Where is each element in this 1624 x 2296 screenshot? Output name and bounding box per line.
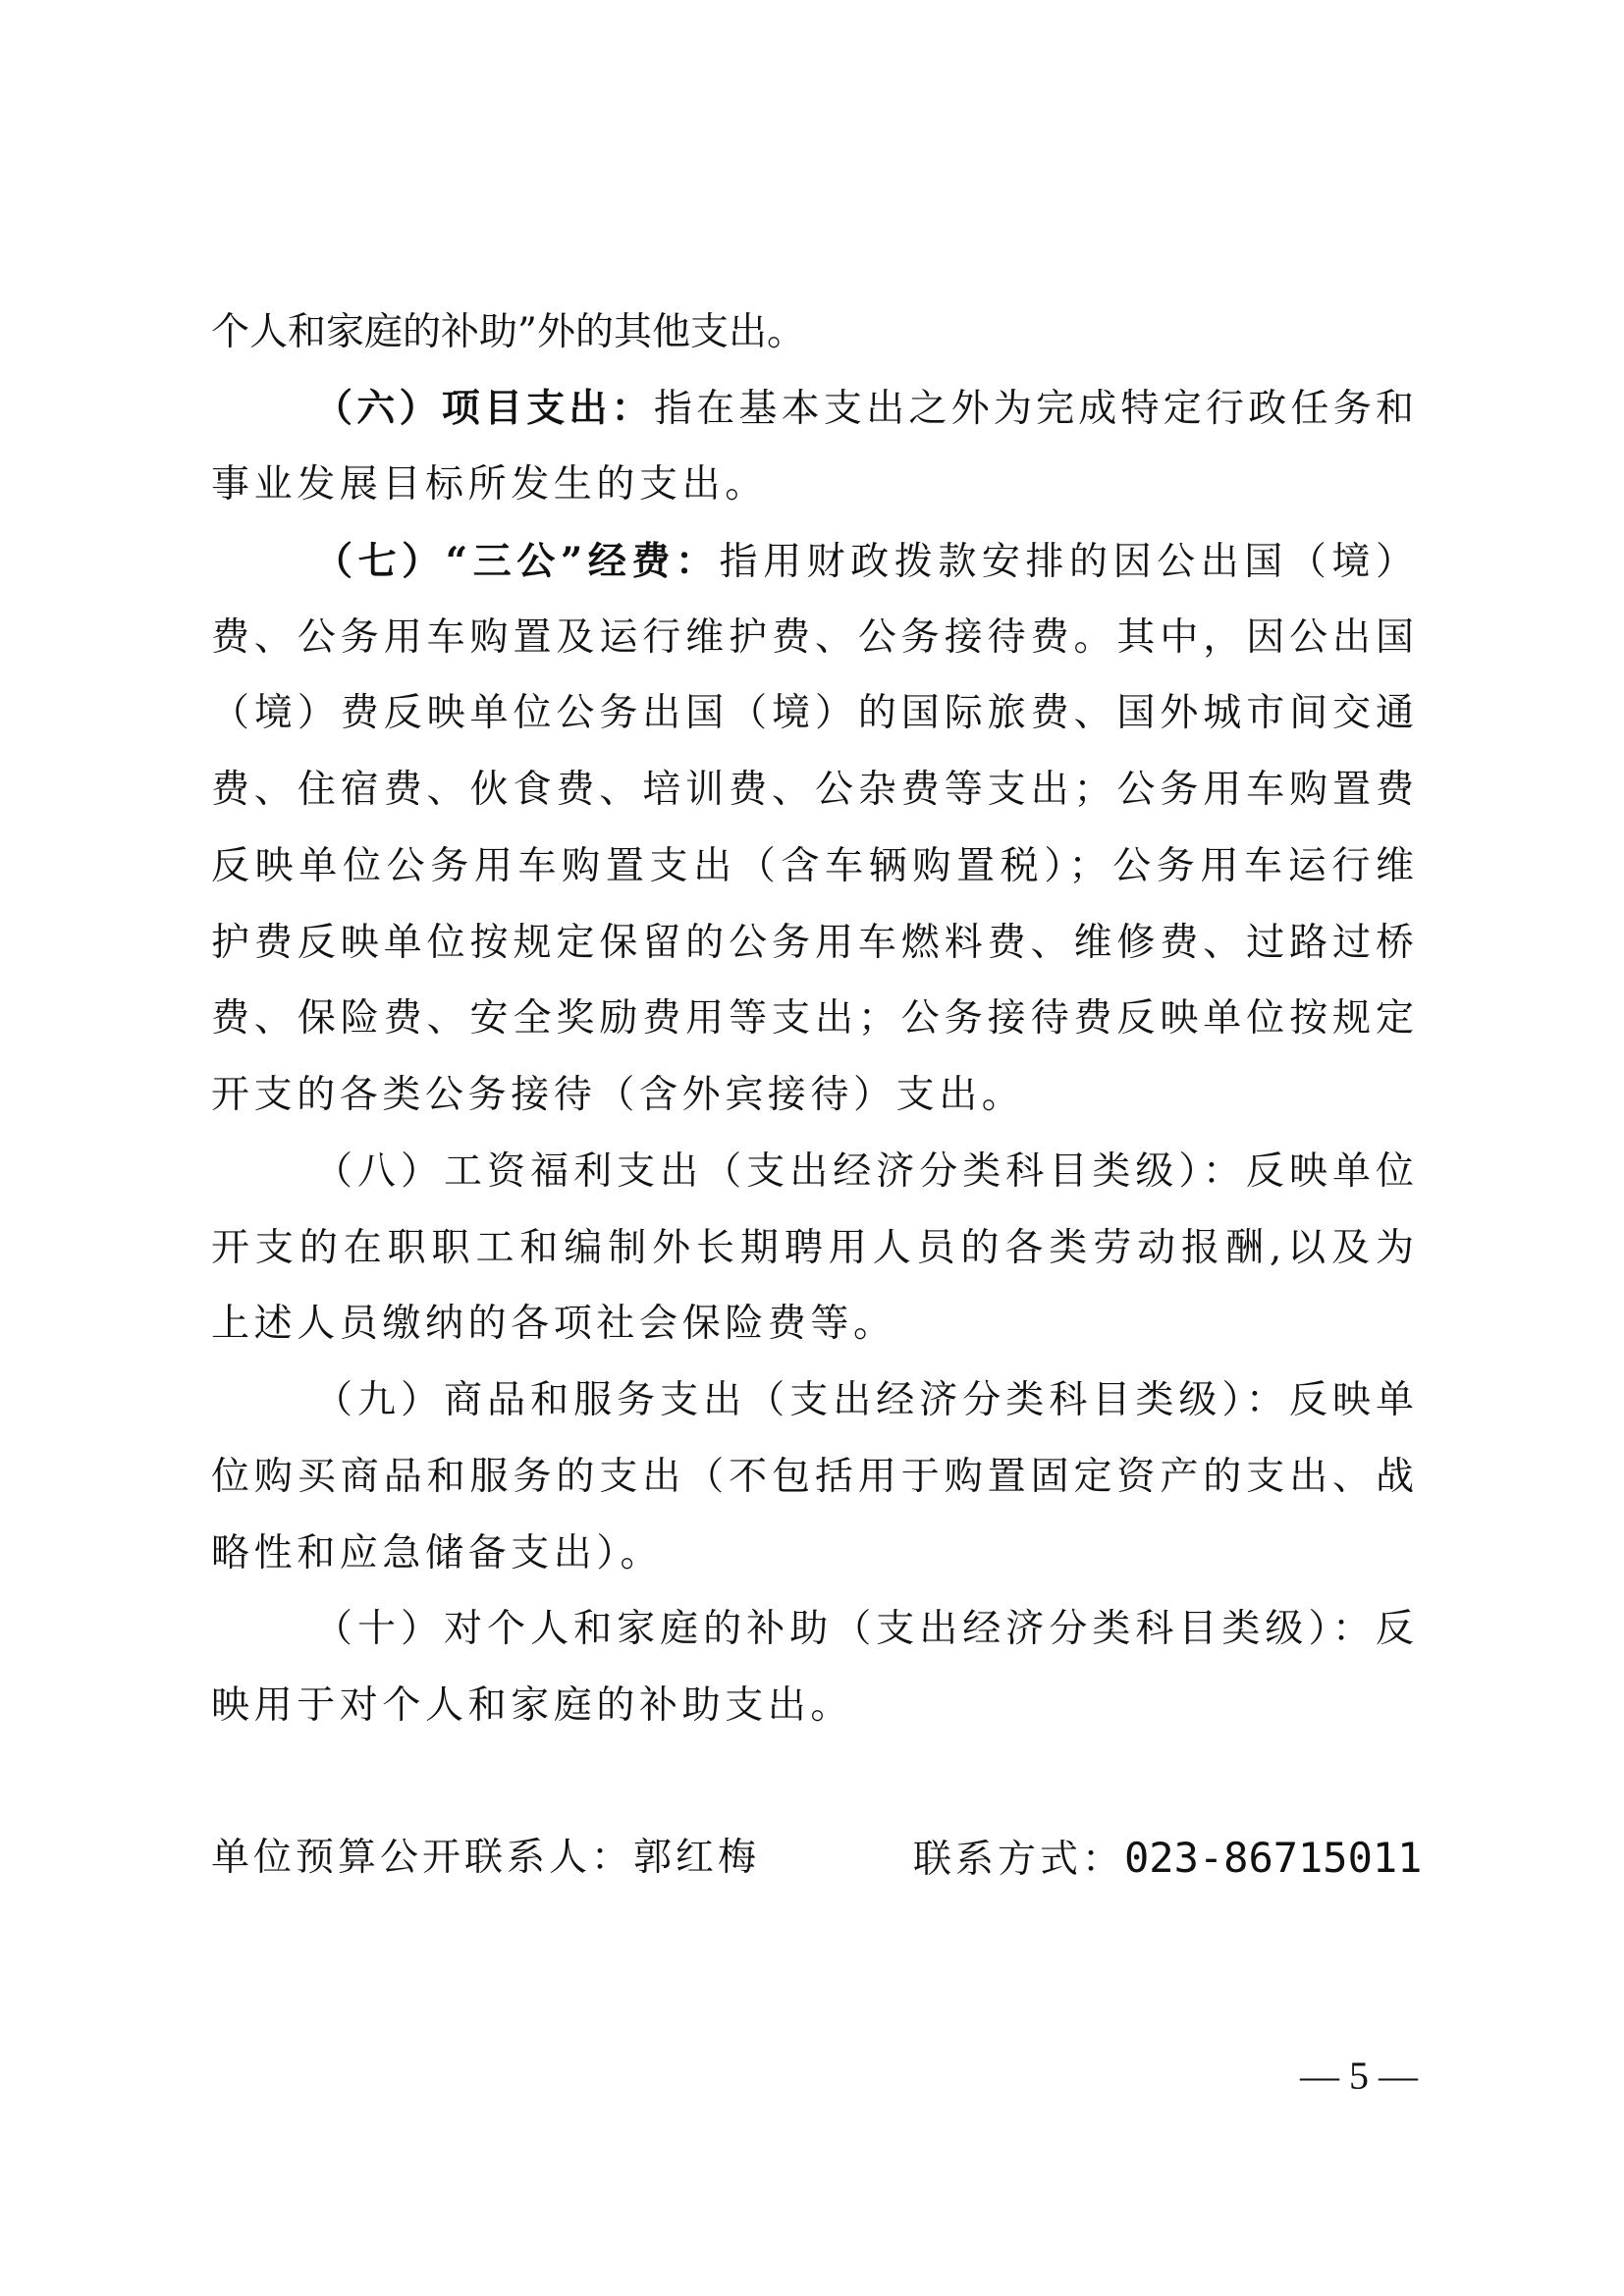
paragraph-line <box>211 684 1414 743</box>
line-text: 位购买商品和服务的支出（不包括用于购置固定资产的支出、战 <box>211 1455 1414 1499</box>
paragraph-line <box>211 609 1414 667</box>
contact-method-label: 联系方式： <box>913 1838 1125 1882</box>
paragraph-line <box>211 455 1414 514</box>
line-text: 映用于对个人和家庭的补助支出。 <box>211 1683 854 1728</box>
line-text: 费、公务用车购置及运行维护费、公务接待费。其中，因公出国 <box>211 615 1414 660</box>
line-text: 指在基本支出之外为完成特定行政任务和 <box>653 387 1414 431</box>
paragraph-line <box>211 1524 1414 1583</box>
line-text: （八）工资福利支出（支出经济分类科目类级）：反映单位 <box>314 1149 1414 1194</box>
paragraph-line <box>211 1677 1414 1735</box>
paragraph-heading-10 <box>314 1600 1414 1659</box>
line-text: 指用财政拨款安排的因公出国（境） <box>719 540 1414 584</box>
line-text: 个人和家庭的补助”外的其他支出。 <box>211 310 805 354</box>
paragraph-heading-9 <box>314 1371 1414 1430</box>
paragraph-line <box>211 1448 1414 1507</box>
contact-person <box>211 1829 760 1888</box>
paragraph-line <box>211 989 1414 1048</box>
paragraph-line <box>211 837 1414 896</box>
paragraph-line <box>211 303 1414 362</box>
line-text: （境）费反映单位公务出国（境）的国际旅费、国外城市间交通 <box>211 691 1414 735</box>
paragraph-heading-6 <box>314 379 1414 438</box>
paragraph-line <box>211 1295 1414 1354</box>
paragraph-line <box>211 1066 1414 1125</box>
line-text: 开支的各类公务接待（含外宾接待）支出。 <box>211 1073 1025 1117</box>
paragraph-heading-8 <box>314 1143 1414 1201</box>
heading-label: （六）项目支出： <box>314 386 654 431</box>
line-text: 费、住宿费、伙食费、培训费、公杂费等支出；公务用车购置费 <box>211 768 1414 812</box>
line-text: 开支的在职职工和编制外长期聘用人员的各类劳动报酬,以及为 <box>211 1226 1414 1270</box>
line-text: （十）对个人和家庭的补助（支出经济分类科目类级）：反 <box>314 1607 1414 1651</box>
contact-person-name: 郭红梅 <box>633 1836 761 1880</box>
heading-label: （七）“三公”经费： <box>314 539 720 584</box>
line-text: 上述人员缴纳的各项社会保险费等。 <box>211 1302 896 1346</box>
paragraph-line <box>211 1219 1414 1278</box>
contact-person-label: 单位预算公开联系人： <box>211 1836 634 1880</box>
line-text: （九）商品和服务支出（支出经济分类科目类级）：反映单 <box>314 1378 1414 1422</box>
paragraph-line <box>211 914 1414 973</box>
line-text: 护费反映单位按规定保留的公务用车燃料费、维修费、过路过桥 <box>211 921 1414 965</box>
contact-method <box>913 1829 1422 1888</box>
line-text: 费、保险费、安全奖励费用等支出；公务接待费反映单位按规定 <box>211 996 1414 1041</box>
line-text: 反映单位公务用车购置支出（含车辆购置税）；公务用车运行维 <box>211 844 1414 888</box>
line-text: 事业发展目标所发生的支出。 <box>211 462 768 507</box>
contact-phone: 023-86715011 <box>1124 1834 1423 1882</box>
paragraph-line <box>211 761 1414 820</box>
page-number: — 5 — <box>1300 2054 1418 2098</box>
paragraph-heading-7 <box>314 532 1414 591</box>
line-text: 略性和应急储备支出）。 <box>211 1531 664 1575</box>
